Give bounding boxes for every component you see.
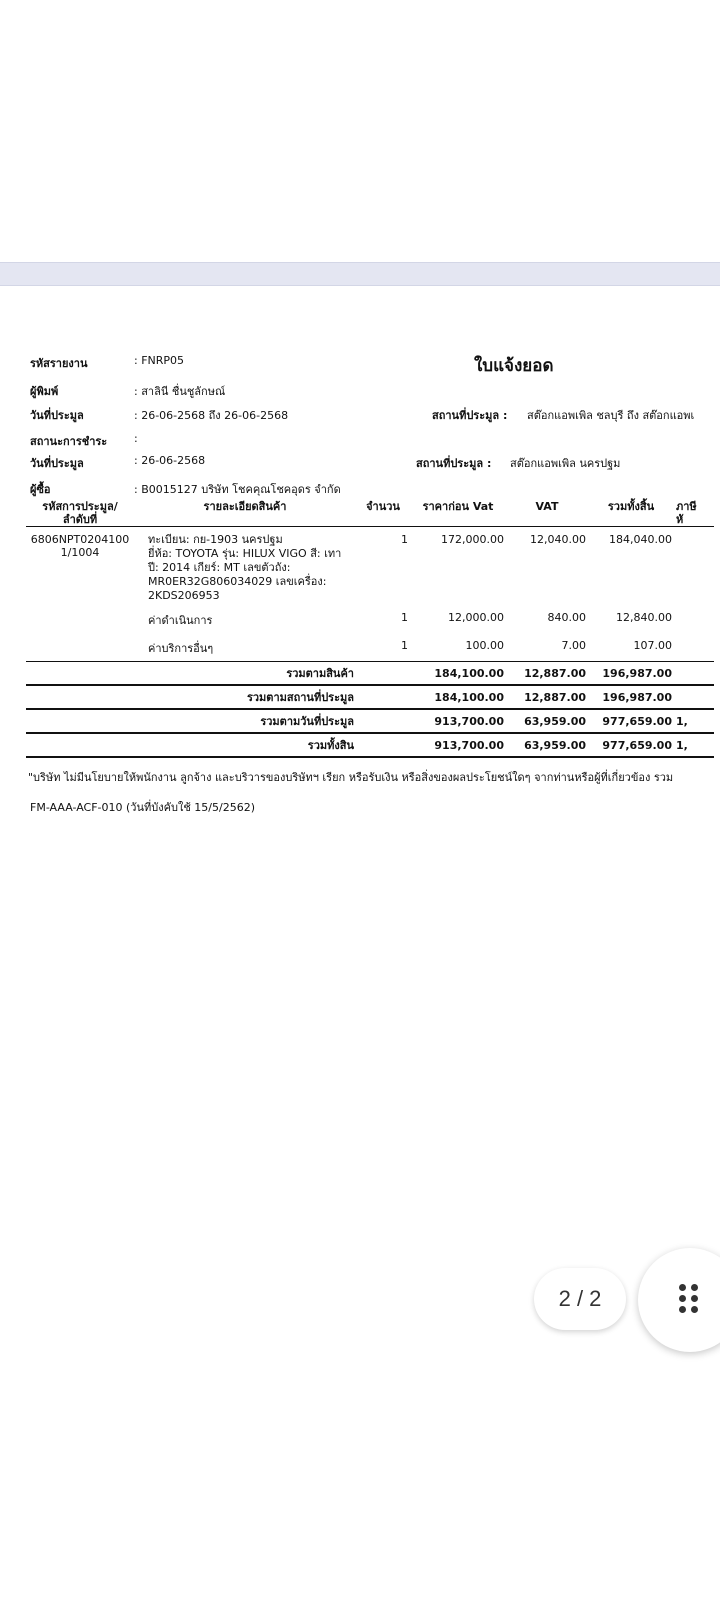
buyer: : B0015127 บริษัท โชคคุณโชคอุดร จำกัด <box>134 483 341 496</box>
item-vat: 12,040.00 <box>530 533 586 546</box>
fee-pre-vat: 100.00 <box>465 639 504 652</box>
venue2-label: สถานที่ประมูล : <box>416 457 492 470</box>
summary-tax <box>674 685 714 709</box>
item-qty: 1 <box>401 533 408 546</box>
summary-label: รวมตามสถานที่ประมูล <box>26 685 356 709</box>
items-table <box>26 500 714 758</box>
venue2: สต๊อกแอพเพิล นครปฐม <box>510 457 621 470</box>
fee-vat: 7.00 <box>561 639 586 652</box>
fee-label: ค่าบริการอื่นๆ <box>148 642 214 655</box>
table-row <box>26 527 714 604</box>
venue-range: สต๊อกแอพเพิล ชลบุรี ถึง สต๊อกแอพเ <box>527 409 695 422</box>
fee-label: ค่าดำเนินการ <box>148 614 213 627</box>
summary-total: 977,659.00 <box>588 709 674 733</box>
auction-date-range: : 26-06-2568 ถึง 26-06-2568 <box>134 409 289 422</box>
buyer-label: ผู้ซื้อ <box>30 483 51 496</box>
venue-label: สถานที่ประมูล : <box>432 409 508 422</box>
auction-date2-label: วันที่ประมูล <box>30 457 84 470</box>
summary-pre-vat: 184,100.00 <box>410 662 506 686</box>
item-detail: ทะเบียน: กย-1903 นครปฐม ยี่ห้อ: TOYOTA รุ่น: HILUX VIGO สี: เทา ปี: 2014 เกียร์: MT เลขตัวถัง: MR0ER32G806034029 เลขเครื่อง: 2KDS206953 <box>148 533 342 602</box>
summary-total: 977,659.00 <box>588 733 674 757</box>
summary-vat: 12,887.00 <box>506 662 588 686</box>
form-code: FM-AAA-ACF-010 (วันที่บังคับใช้ 15/5/2562) <box>30 801 255 814</box>
summary-pre-vat: 913,700.00 <box>410 733 506 757</box>
summary-label: รวมตามสินค้า <box>26 662 356 686</box>
table-header-row <box>26 500 714 527</box>
summary-total: 196,987.00 <box>588 662 674 686</box>
auction-date-label: วันที่ประมูล <box>30 409 84 422</box>
page-indicator[interactable]: 2 / 2 <box>534 1268 626 1330</box>
fee-qty: 1 <box>401 611 408 624</box>
item-pre-vat: 172,000.00 <box>441 533 504 546</box>
summary-row <box>26 733 714 757</box>
col-header-total: รวมทั้งสิ้น <box>607 500 655 513</box>
printer-name: : สาลินี ชื่นชูลักษณ์ <box>134 385 226 398</box>
auction-date2: : 26-06-2568 <box>134 454 206 467</box>
summary-vat: 63,959.00 <box>506 733 588 757</box>
summary-total: 196,987.00 <box>588 685 674 709</box>
summary-vat: 63,959.00 <box>506 709 588 733</box>
page-separator <box>0 262 720 286</box>
col-header-code: รหัสการประมูล/ ลำดับที่ <box>42 500 118 526</box>
summary-row <box>26 662 714 686</box>
col-header-tax: ภาษี หั <box>676 500 697 526</box>
document-page <box>0 288 720 1604</box>
col-header-qty: จำนวน <box>366 500 400 513</box>
summary-row <box>26 685 714 709</box>
item-code: 6806NPT0204100 1/1004 <box>30 533 130 559</box>
document-title: ใบแจ้งยอด <box>474 356 554 376</box>
summary-tax: 1, <box>674 709 714 733</box>
report-code-label: รหัสรายงาน <box>30 357 88 370</box>
item-total: 184,040.00 <box>609 533 672 546</box>
summary-label: รวมทั้งสิน <box>26 733 356 757</box>
grid-dots-icon <box>679 1284 701 1314</box>
payment-status-label: สถานะการชำระ <box>30 435 108 448</box>
summary-tax: 1, <box>674 733 714 757</box>
summary-tax <box>674 662 714 686</box>
printer-label: ผู้พิมพ์ <box>30 385 59 398</box>
summary-pre-vat: 913,700.00 <box>410 709 506 733</box>
summary-pre-vat: 184,100.00 <box>410 685 506 709</box>
previous-page <box>0 0 720 262</box>
fee-qty: 1 <box>401 639 408 652</box>
fee-total: 107.00 <box>633 639 672 652</box>
summary-label: รวมตามวันที่ประมูล <box>26 709 356 733</box>
summary-vat: 12,887.00 <box>506 685 588 709</box>
col-header-detail: รายละเอียดสินค้า <box>203 500 287 513</box>
table-row <box>26 603 714 629</box>
col-header-vat: VAT <box>535 500 559 513</box>
fee-vat: 840.00 <box>547 611 586 624</box>
report-code: : FNRP05 <box>134 354 185 367</box>
policy-note: "บริษัท ไม่มีนโยบายให้พนักงาน ลูกจ้าง และบริวารของบริษัทฯ เรียก หรือรับเงิน หรือสิ่งของผลประโยชน์ใดๆ จากท่านหรือผู้ที่เกี่ยวข้อง รวม <box>28 771 674 784</box>
col-header-pre-vat: ราคาก่อน Vat <box>422 500 494 513</box>
table-row <box>26 629 714 662</box>
payment-status: : <box>134 432 138 445</box>
fee-total: 12,840.00 <box>616 611 672 624</box>
fee-pre-vat: 12,000.00 <box>448 611 504 624</box>
summary-row <box>26 709 714 733</box>
